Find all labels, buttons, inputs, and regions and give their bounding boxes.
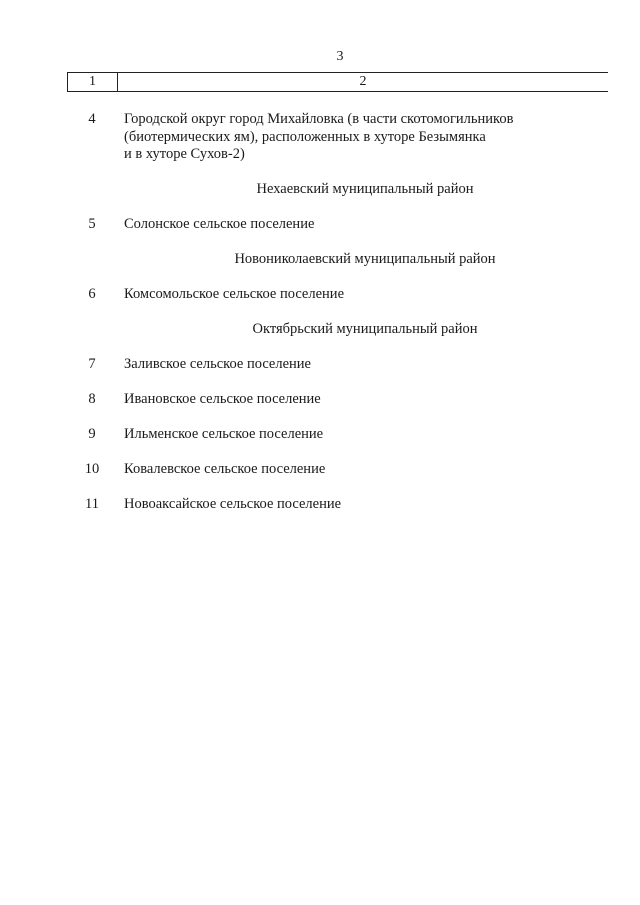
row-text-line: Городской округ город Михайловка (в части скотомогильников bbox=[124, 111, 514, 127]
row-number: 4 bbox=[88, 111, 96, 127]
row-number: 5 bbox=[88, 216, 96, 232]
row-text bbox=[124, 111, 594, 164]
row-text: Ковалевское сельское поселение bbox=[124, 461, 326, 477]
row-text: Заливское сельское поселение bbox=[124, 356, 311, 372]
row-text: Новоаксайское сельское поселение bbox=[124, 496, 342, 512]
table-header bbox=[67, 72, 608, 92]
row-text-line: и в хуторе Сухов-2) bbox=[124, 146, 245, 162]
page-number: 3 bbox=[336, 49, 344, 64]
row-number: 8 bbox=[88, 391, 96, 407]
section-heading: Нехаевский муниципальный район bbox=[256, 181, 474, 197]
row-number: 7 bbox=[88, 356, 96, 372]
row-number: 10 bbox=[84, 461, 100, 477]
row-text: Солонское сельское поселение bbox=[124, 216, 315, 232]
section-heading: Новониколаевский муниципальный район bbox=[234, 251, 496, 267]
row-number: 6 bbox=[88, 286, 96, 302]
table-header-col2: 2 bbox=[359, 74, 367, 89]
row-number: 9 bbox=[88, 426, 96, 442]
row-text-line: (биотермических ям), расположенных в хуторе Безымянка bbox=[124, 128, 486, 145]
row-text: Ивановское сельское поселение bbox=[124, 391, 321, 407]
row-number: 11 bbox=[85, 496, 99, 512]
row-text: Комсомольское сельское поселение bbox=[124, 286, 344, 302]
table-header-col1: 1 bbox=[68, 73, 118, 91]
row-text: Ильменское сельское поселение bbox=[124, 426, 324, 442]
section-heading: Октябрьский муниципальный район bbox=[252, 321, 478, 337]
